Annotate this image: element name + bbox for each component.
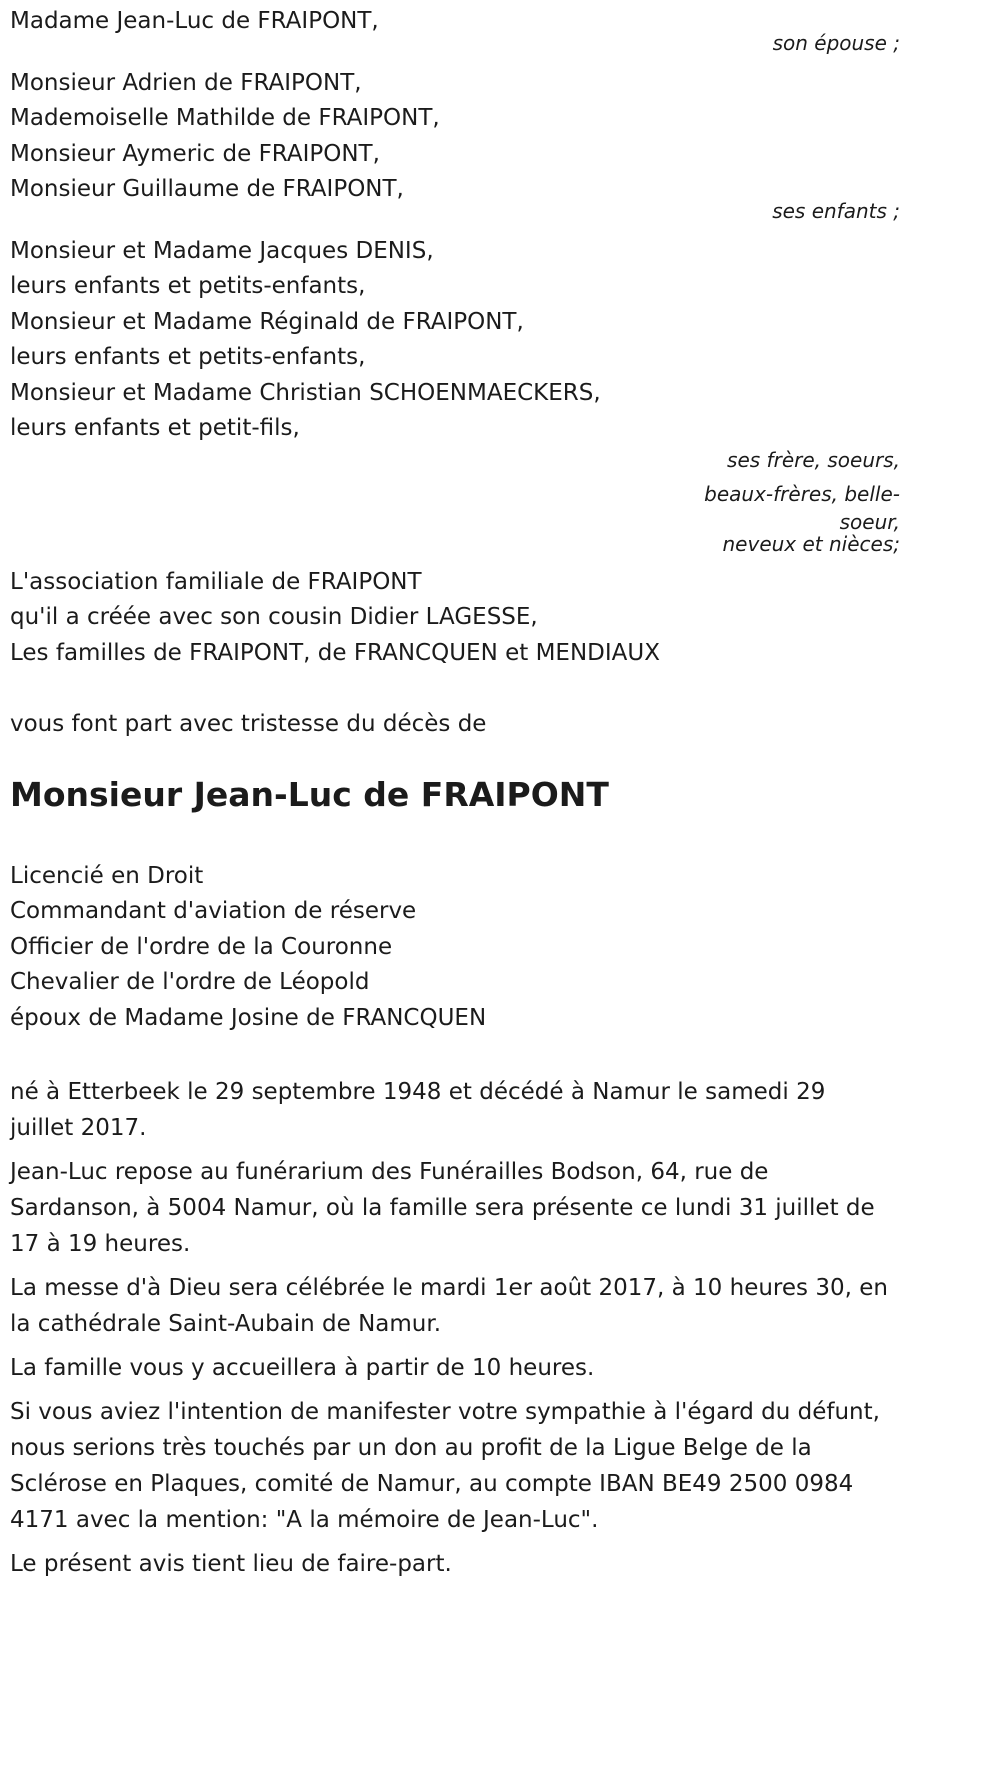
siblings-role-line: beaux-frères, belle-	[704, 481, 900, 506]
mass-paragraph: La messe d'à Dieu sera célébrée le mardi 1er août 2017, à 10 heures 30, en la cathédrale Saint-Aubain de Namur.	[10, 1275, 888, 1337]
birth-death-paragraph: né à Etterbeek le 29 septembre 1948 et décédé à Namur le samedi 29 juillet 2017.	[10, 1079, 826, 1141]
child-line: Monsieur Guillaume de FRAIPONT,	[10, 176, 404, 202]
titles-list	[10, 859, 900, 1037]
reception-paragraph: La famille vous y accueillera à partir de 10 heures.	[10, 1355, 595, 1381]
funerarium-paragraph: Jean-Luc repose au funérarium des Funérailles Bodson, 64, rue de Sardanson, à 5004 Namur, où la famille sera présente ce lundi 31 juillet de 17 à 19 heures.	[10, 1159, 875, 1257]
title-line: Chevalier de l'ordre de Léopold	[10, 969, 370, 995]
siblings-role-line: soeur,	[839, 509, 900, 534]
child-line: Mademoiselle Mathilde de FRAIPONT,	[10, 105, 440, 131]
siblings-role	[10, 443, 900, 555]
sibling-line: leurs enfants et petits-enfants,	[10, 344, 366, 370]
closing-paragraph: Le présent avis tient lieu de faire-part.	[10, 1551, 452, 1577]
others-group	[10, 565, 900, 672]
other-line: Les familles de FRAIPONT, de FRANCQUEN et MENDIAUX	[10, 639, 660, 666]
donation-paragraph: Si vous aviez l'intention de manifester votre sympathie à l'égard du défunt, nous serions très touchés par un don au profit de la Ligue Belge de la Sclérose en Plaques, comité de Namur, au compte IBAN BE49 2500 0984 4171 avec la mention: "A la mémoire de Jean-Luc".	[10, 1399, 880, 1533]
sibling-line: leurs enfants et petit-fils,	[10, 415, 300, 441]
sibling-line: Monsieur et Madame Christian SCHOENMAECKERS,	[10, 379, 601, 406]
other-line: qu'il a créée avec son cousin Didier LAGESSE,	[10, 604, 538, 630]
deceased-name: Monsieur Jean-Luc de FRAIPONT	[10, 774, 609, 814]
sibling-line: leurs enfants et petits-enfants,	[10, 273, 366, 299]
siblings-group	[10, 234, 900, 555]
siblings-role-line: neveux et nièces;	[722, 531, 900, 556]
child-line: Monsieur Adrien de FRAIPONT,	[10, 69, 362, 96]
title-line: Officier de l'ordre de la Couronne	[10, 933, 393, 960]
spouse-role: son épouse ;	[772, 30, 900, 55]
children-group	[10, 66, 900, 224]
spouse-line: Madame Jean-Luc de FRAIPONT,	[10, 8, 379, 34]
title-line: époux de Madame Josine de FRANCQUEN	[10, 1004, 487, 1031]
children-role: ses enfants ;	[772, 198, 900, 223]
announcement-lead: vous font part avec tristesse du décès de	[10, 711, 487, 737]
siblings-role-line: ses frère, soeurs,	[727, 447, 900, 472]
other-line: L'association familiale de FRAIPONT	[10, 568, 422, 595]
sibling-line: Monsieur et Madame Réginald de FRAIPONT,	[10, 308, 524, 335]
title-line: Commandant d'aviation de réserve	[10, 898, 417, 924]
child-line: Monsieur Aymeric de FRAIPONT,	[10, 140, 380, 167]
spouse-group	[10, 4, 900, 56]
title-line: Licencié en Droit	[10, 862, 204, 889]
sibling-line: Monsieur et Madame Jacques DENIS,	[10, 237, 434, 264]
